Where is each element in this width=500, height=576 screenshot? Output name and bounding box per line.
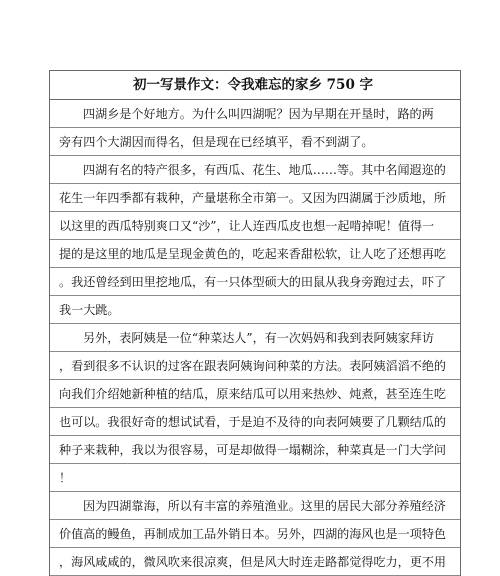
essay-line: 我一大跳。: [50, 296, 460, 324]
essay-line: 因为四湖靠海，所以有丰富的养殖渔业。这里的居民大部分养殖经济: [50, 492, 460, 520]
essay-line: 四湖乡是个好地方。为什么叫四湖呢？因为早期在开垦时，路的两: [50, 100, 460, 128]
essay-line: 。我还曾经到田里挖地瓜，有一只体型硕大的田鼠从我身旁跑过去，吓了: [50, 268, 460, 296]
essay-line: 也可以。我很好奇的想试试看，于是迫不及待的向表阿姨要了几颗结瓜的: [50, 408, 460, 436]
essay-body: [50, 100, 460, 576]
essay-line: 价值高的鳗鱼，再制成加工品外销日本。另外，四湖的海风也是一项特色: [50, 520, 460, 548]
essay-line: 提的是这里的地瓜是呈现金黄色的，吃起来香甜松软，让人吃了还想再吃: [50, 240, 460, 268]
essay-line: ，看到很多不认识的过客在跟表阿姨询问种菜的方法。表阿姨滔滔不绝的: [50, 352, 460, 380]
essay-line: ，海风咸咸的，微风吹来很凉爽，但是风大时连走路都觉得吃力，更不用: [50, 548, 460, 576]
essay-line: 四湖有名的特产很多，有西瓜、花生、地瓜……等。其中名闻遐迩的: [50, 156, 460, 184]
essay-title: 初一写景作文：令我难忘的家乡 750 字: [50, 71, 460, 100]
essay-line: 另外，表阿姨是一位“种菜达人”，有一次妈妈和我到表阿姨家拜访: [50, 324, 460, 352]
essay-line: 种子来栽种，我以为很容易，可是却做得一塌糊涂，种菜真是一门大学问: [50, 436, 460, 464]
essay-line: 向我们介绍她新种植的结瓜，原来结瓜可以用来热炒、炖煮，甚至连生吃: [50, 380, 460, 408]
essay-line: ！: [50, 464, 460, 492]
essay-line: 花生一年四季都有栽种，产量堪称全市第一。又因为四湖属于沙质地，所: [50, 184, 460, 212]
essay-line: 旁有四个大湖因而得名，但是现在已经填平，看不到湖了。: [50, 128, 460, 156]
essay-sheet: [49, 70, 461, 576]
essay-line: 以这里的西瓜特别爽口又“沙”，让人连西瓜皮也想一起啃掉呢！值得一: [50, 212, 460, 240]
